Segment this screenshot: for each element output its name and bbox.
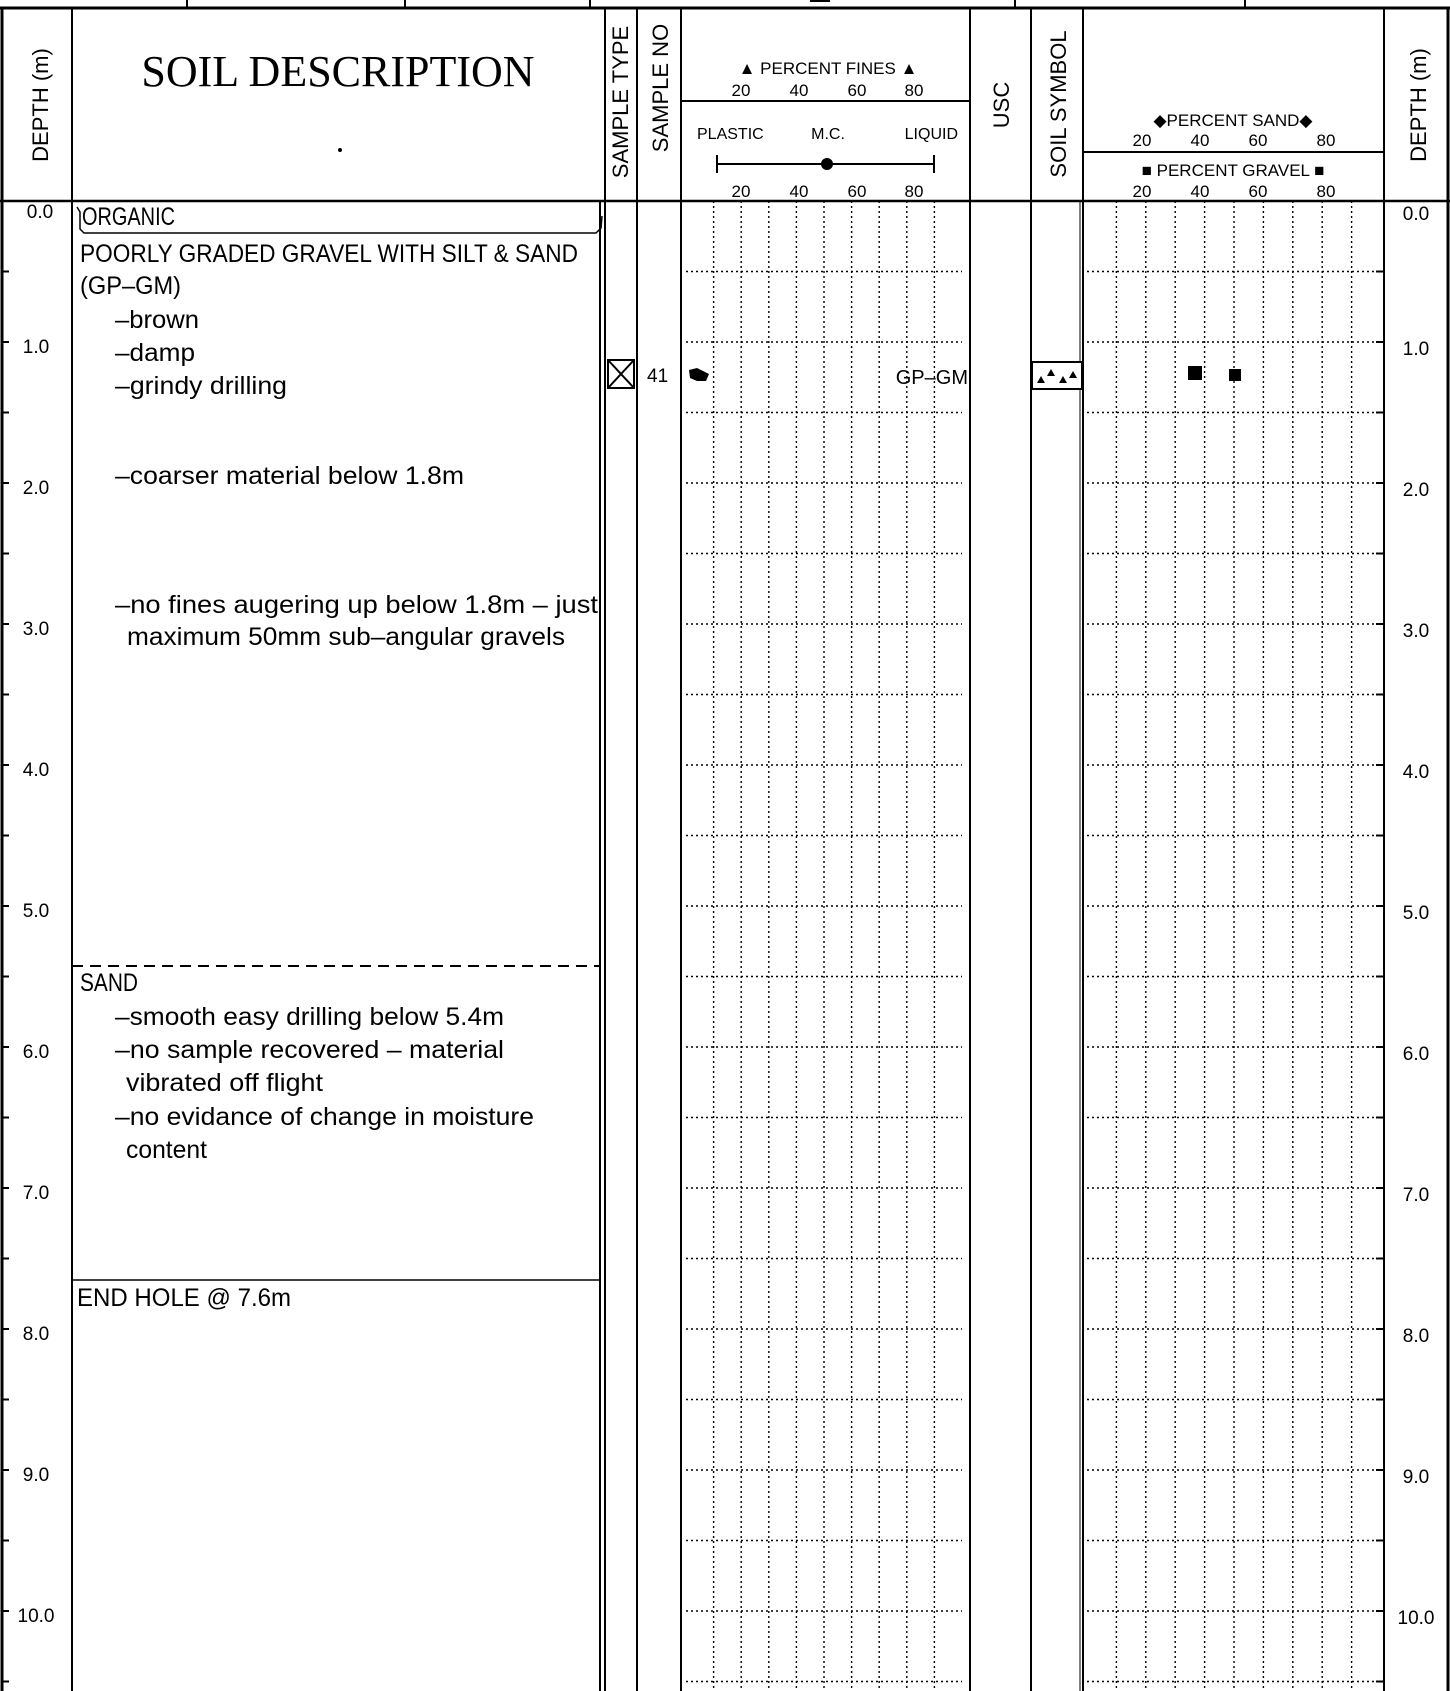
- depth-label-right: 9.0: [1402, 1467, 1430, 1488]
- sample-type-header: SAMPLE TYPE: [608, 25, 633, 179]
- description-line: –damp: [115, 339, 195, 367]
- sand-scale-top-80: 80: [1316, 131, 1336, 150]
- moisture-content-marker: [821, 158, 833, 170]
- sand-percent-marker: [1188, 366, 1202, 380]
- gravel-scale: [1133, 182, 1336, 201]
- depth-label-left: 5.0: [22, 901, 50, 922]
- fines-scale-top-80: 80: [904, 81, 924, 100]
- sample-number: 41: [647, 366, 669, 387]
- fines-scale-top: [732, 81, 924, 100]
- depth-label-left: 4.0: [22, 760, 50, 781]
- usc-classification: GP–GM: [895, 367, 968, 389]
- description-line: maximum 50mm sub–angular gravels: [127, 623, 565, 651]
- percent-sand-header: ◆PERCENT SAND◆: [1153, 111, 1313, 130]
- liquid-label: LIQUID: [904, 126, 958, 143]
- fines-scale-bottom-80: 80: [904, 182, 924, 201]
- description-line: –no evidance of change in moisture: [115, 1103, 534, 1131]
- soil-symbol-header: SOIL SYMBOL: [1046, 30, 1071, 178]
- depth-label-right: 10.0: [1397, 1608, 1435, 1629]
- sand-scale-top-20: 20: [1132, 131, 1152, 150]
- fines-scale-bottom-40: 40: [789, 182, 809, 201]
- depth-label-right: 2.0: [1402, 480, 1430, 501]
- description-line: –smooth easy drilling below 5.4m: [115, 1003, 504, 1031]
- description-line: –no fines augering up below 1.8m – just: [115, 591, 599, 619]
- depth-label-left: 3.0: [22, 619, 50, 640]
- mc-label: M.C.: [811, 126, 845, 143]
- depth-label-left: 7.0: [22, 1183, 50, 1204]
- description-line: ORGANIC: [82, 203, 175, 231]
- description-line: END HOLE @ 7.6m: [77, 1284, 291, 1312]
- description-line: –brown: [115, 306, 199, 334]
- depth-scale-left: [18, 202, 55, 1627]
- gravel-scale-40: 40: [1190, 182, 1210, 201]
- depth-label-right: 6.0: [1402, 1044, 1430, 1065]
- depth-scale-right: [1398, 204, 1435, 1629]
- depth-label-right: 8.0: [1402, 1326, 1430, 1347]
- gravel-scale-20: 20: [1132, 182, 1152, 201]
- percent-fines-header: ▲ PERCENT FINES ▲: [738, 59, 918, 78]
- sample-marker: [608, 360, 634, 388]
- percent-gravel-header: ■ PERCENT GRAVEL ■: [1141, 161, 1325, 180]
- gravel-scale-60: 60: [1248, 182, 1268, 201]
- depth-label-right: 0.0: [1402, 204, 1430, 225]
- depth-label-left: 0.0: [26, 202, 54, 223]
- depth-label-right: 7.0: [1402, 1185, 1430, 1206]
- sand-scale-top: [1133, 131, 1336, 150]
- depth-label-right: 1.0: [1402, 339, 1430, 360]
- description-line: –grindy drilling: [115, 372, 287, 400]
- soil-description-header: SOIL DESCRIPTION: [141, 47, 535, 96]
- sand-scale-top-60: 60: [1248, 131, 1268, 150]
- fines-scale-bottom-60: 60: [847, 182, 867, 201]
- soil-description-text: [77, 203, 598, 1312]
- depth-label-right: 5.0: [1402, 903, 1430, 924]
- depth-right-header: DEPTH (m): [1406, 48, 1431, 162]
- description-line: content: [126, 1136, 208, 1164]
- plastic-label: PLASTIC: [697, 126, 764, 143]
- depth-label-right: 3.0: [1402, 621, 1430, 642]
- depth-label-left: 2.0: [22, 478, 50, 499]
- usc-header: USC: [989, 81, 1014, 129]
- fines-scale-bottom-20: 20: [731, 182, 751, 201]
- depth-label-left: 6.0: [22, 1042, 50, 1063]
- fines-scale-top-40: 40: [789, 81, 809, 100]
- header-dot: [338, 148, 342, 152]
- sand-gravel-grid: [1087, 201, 1381, 1691]
- description-line: SAND: [80, 969, 138, 997]
- gravel-percent-marker: [1229, 369, 1241, 381]
- sand-scale-top-40: 40: [1190, 131, 1210, 150]
- fines-scale-top-20: 20: [731, 81, 751, 100]
- depth-label-left: 1.0: [22, 337, 50, 358]
- soil-symbol-gp-gm: [1032, 362, 1082, 389]
- depth-label-left: 9.0: [22, 1465, 50, 1486]
- description-line: (GP–GM): [80, 272, 181, 300]
- depth-label-left: 10.0: [17, 1606, 55, 1627]
- description-line: –coarser material below 1.8m: [115, 462, 464, 490]
- depth-label-left: 8.0: [22, 1324, 50, 1345]
- fines-moisture-grid: [686, 201, 962, 1691]
- sample-no-header: SAMPLE NO: [648, 23, 673, 153]
- description-line: POORLY GRADED GRAVEL WITH SILT & SAND: [80, 240, 578, 268]
- depth-left-header: DEPTH (m): [28, 48, 53, 162]
- fines-data-marker: [689, 368, 709, 381]
- depth-label-right: 4.0: [1402, 762, 1430, 783]
- fines-scale-bottom: [732, 182, 924, 201]
- description-line: vibrated off flight: [126, 1069, 324, 1097]
- fines-scale-top-60: 60: [847, 81, 867, 100]
- description-line: –no sample recovered – material: [115, 1036, 504, 1064]
- gravel-scale-80: 80: [1316, 182, 1336, 201]
